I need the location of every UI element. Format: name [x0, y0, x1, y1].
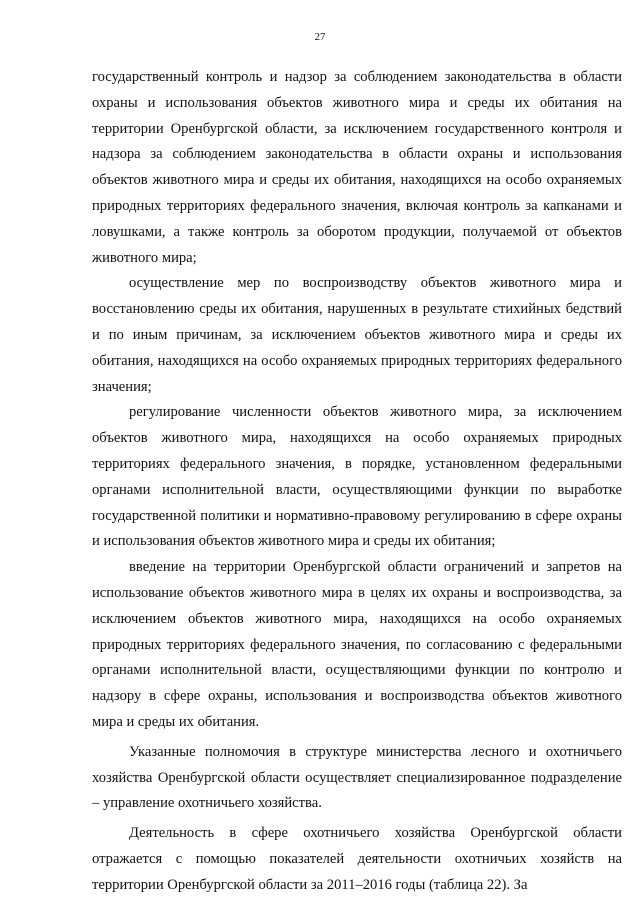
paragraph-reproduction-measures: осуществление мер по воспроизводству объектов животного мира и восстановлению среды их обитания, нарушенных в результате стихийных бедствий и по иным причинам, за исключением объектов животного мира и среды их обитания, находящихся на особо охраняемых природных территориях федерального значения;: [92, 275, 622, 395]
paragraph-restrictions: введение на территории Оренбургской области ограничений и запретов на использование объектов животного мира в целях их охраны и воспроизводства, за исключением объектов животного мира, находящихся на особо охраняемых природных территориях федерального значения, по согласованию с федеральными органами исполнительной власти, осуществляющими функции по контролю и надзору в сфере охраны, использования и воспроизводства объектов животного мира и среды их обитания.: [92, 559, 622, 730]
paragraph-hunting-activity: Деятельность в сфере охотничьего хозяйства Оренбургской области отражается с помощью показателей деятельности охотничьих хозяйств на территории Оренбургской области за 2011–2016 годы (таблица 22). За: [92, 825, 622, 893]
paragraph-state-control: государственный контроль и надзор за соблюдением законодательства в области охраны и использования объектов животного мира и среды их обитания на территории Оренбургской области, за исключением государственного контроля и надзора за соблюдением законодательства в области охраны и использования объектов животного мира и среды их обитания, находящихся на особо охраняемых природных территориях федерального значения, включая контроль за капканами и ловушками, а также контроль за оборотом продукции, получаемой от объектов животного мира;: [92, 69, 622, 266]
paragraph-authority-structure: Указанные полномочия в структуре министерства лесного и охотничьего хозяйства Оренбургской области осуществляет специализированное подразделение – управление охотничьего хозяйства.: [92, 743, 622, 812]
document-body: [92, 65, 622, 899]
paragraph-population-regulation: регулирование численности объектов животного мира, за исключением объектов животного мира, находящихся на особо охраняемых природных территориях федерального значения, в порядке, установленном федеральными органами исполнительной власти, осуществляющими функции по выработке государственной политики и нормативно-правовому регулированию в сфере охраны и использования объектов животного мира и среды их обитания;: [92, 404, 622, 550]
page-number: 27: [314, 31, 326, 43]
